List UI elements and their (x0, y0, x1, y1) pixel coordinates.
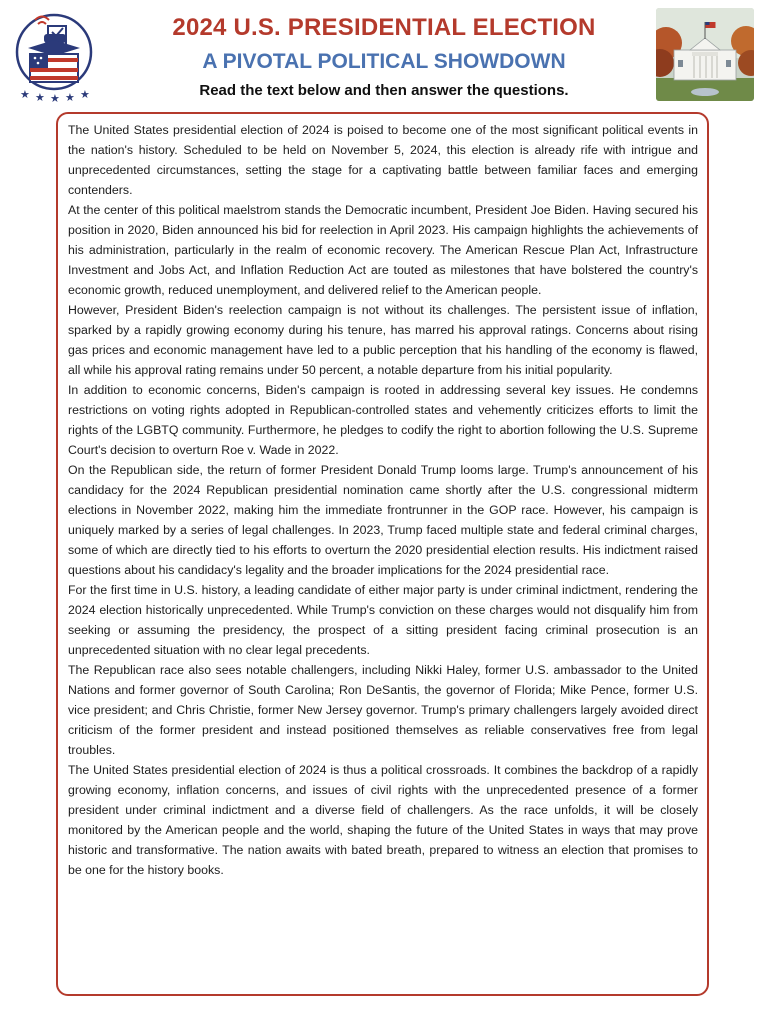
article-paragraph: In addition to economic concerns, Biden's campaign is rooted in addressing several key issues. He condemns restrictions on voting rights adopted in Republican-controlled states and vehemently criticizes efforts to limit the rights of the LGBTQ community. Furthermore, he pledges to codify the right to abortion following the U.S. Supreme Court's decision to overturn Roe v. Wade in 2022. (68, 383, 698, 457)
ballot-box-icon (8, 6, 100, 102)
white-house-image (656, 8, 754, 101)
svg-text:★: ★ (50, 92, 60, 102)
article-box (56, 112, 709, 996)
article-paragraph: At the center of this political maelstrom stands the Democratic incumbent, President Joe Biden. Having secured his position in 2020, Biden announced his bid for reelection in April 2023. His campaign highlights the achievements of his administration, particularly in the realm of economic recovery. The American Rescue Plan Act, Infrastructure Investment and Jobs Act, and Inflation Reduction Act are touted as milestones that have bolstered the country's economic growth, reduced unemployment, and delivered relief to the American people. (68, 203, 698, 297)
article-paragraph: However, President Biden's reelection campaign is not without its challenges. The persistent issue of inflation, sparked by a rapidly growing economy during his tenure, has marred his approval ratings. Concerns about rising gas prices and economic management have led to a public perception that his handling of the economy is flawed, all while his approval rating remains under 50 percent, a notable departure from his initial popularity. (68, 303, 698, 377)
article-paragraph: For the first time in U.S. history, a leading candidate of either major party is under criminal indictment, rendering the 2024 election historically unprecedented. While Trump's conviction on these charges would not disqualify him from seeking or assuming the presidency, the prospect of a sitting president facing criminal prosecution is an unprecedented situation with no clear legal precedents. (68, 583, 698, 657)
svg-text:★: ★ (80, 88, 90, 101)
article-paragraph: The United States presidential election of 2024 is poised to become one of the most significant political events in the nation's history. Scheduled to be held on November 5, 2024, this election is already rife with intrigue and unprecedented circumstances, setting the stage for a captivating battle between familiar faces and emerging contenders. (68, 123, 698, 197)
page-title: 2024 U.S. PRESIDENTIAL ELECTION (172, 14, 596, 41)
article-paragraph: The United States presidential election of 2024 is thus a political crossroads. It combines the backdrop of a rapidly growing economy, inflation concerns, and issues of civil rights with the unprecedented presence of a former president under criminal indictment and a diverse field of challengers. As the race unfolds, it will be closely monitored by the American people and the world, shaping the future of the United States in ways that may prove historic and transformative. The nation awaits with bated breath, prepared to witness an election that promises to be one for the history books. (68, 763, 698, 877)
page-subtitle: A PIVOTAL POLITICAL SHOWDOWN (202, 50, 566, 73)
article-paragraph: On the Republican side, the return of former President Donald Trump looms large. Trump's announcement of his candidacy for the 2024 Republican presidential nomination came shortly after the U.S. congressional midterm elections in November 2022, making him the immediate frontrunner in the GOP race. However, his campaign is uniquely marked by a series of legal challenges. In 2023, Trump faced multiple state and federal criminal charges, some of which are directly tied to his efforts to overturn the 2020 presidential election results. His indictment raised questions about his candidacy's legality and the broader implications for the 2024 presidential race. (68, 463, 698, 577)
instructions: Read the text below and then answer the questions. (199, 82, 569, 99)
svg-text:★: ★ (20, 88, 30, 101)
svg-text:★: ★ (35, 91, 45, 102)
article-paragraph: The Republican race also sees notable challengers, including Nikki Haley, former U.S. ambassador to the United Nations and former governor of South Carolina; Ron DeSantis, the governor of Florida; Mike Pence, former U.S. vice president; and Chris Christie, former New Jersey governor. Trump's primary challengers largely avoided direct criticism of the former president and instead positioned themselves as reliable conservatives free from legal troubles. (68, 663, 698, 757)
svg-text:★: ★ (65, 91, 75, 102)
